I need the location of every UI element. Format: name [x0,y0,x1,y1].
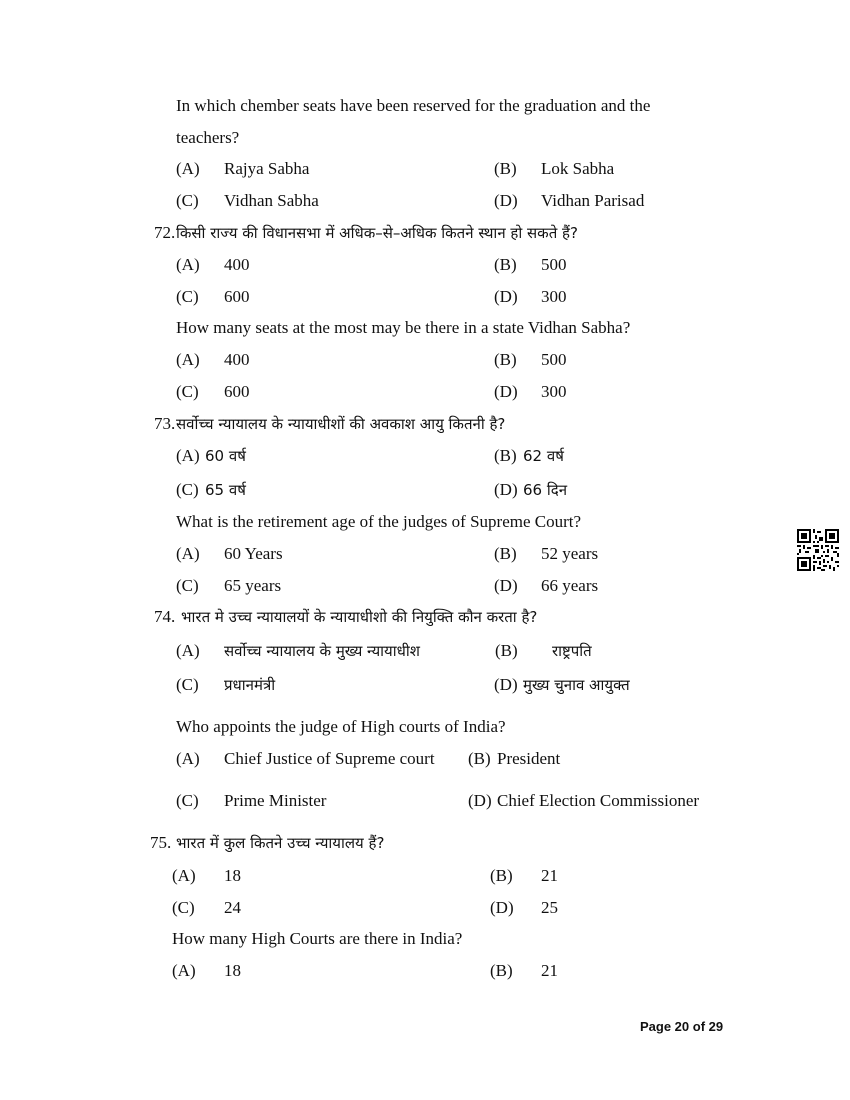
q71-option-b-key: (B) [494,159,517,178]
q73-en-option-b-key: (B) [494,544,517,563]
q74-en-option-d-key: (D) [468,791,492,810]
q75-hi-option-d-key: (D) [490,898,514,917]
q72-hi-question: किसी राज्य की विधानसभा में अधिक–से–अधिक कितने स्थान हो सकते हैं? [176,224,578,242]
q73-en-option-a-key: (A) [176,544,200,563]
q72-hi-option-b-key: (B) [494,255,517,274]
q75-hi-question: भारत में कुल कितने उच्च न्यायालय हैं? [176,834,385,852]
q73-hi-question: सर्वोच्च न्यायालय के न्यायाधीशों की अवकाश आयु कितनी है? [176,415,506,433]
q72-en-option-c-key: (C) [176,382,199,401]
q73-en-option-b-text: 52 years [541,544,599,563]
q72-hi-option-c-key: (C) [176,287,199,306]
q74-en-option-b-text: President [497,749,561,768]
q74-en-option-a-text: Chief Justice of Supreme court [224,749,435,768]
q75-hi-option-a-key: (A) [172,866,196,885]
q73-number: 73. [154,414,176,433]
q75-en-question: How many High Courts are there in India? [172,929,463,948]
q75-hi-option-b-text: 21 [541,866,558,885]
q74-en-option-a-key: (A) [176,749,200,768]
q73-hi-option-c-text: 65 वर्ष [205,481,246,499]
q73-en-option-a-text: 60 Years [224,544,283,563]
q71-en-question-line1: In which chember seats have been reserved for the graduation and the [176,96,651,115]
qr-code-icon [797,529,839,571]
q74-hi-option-a-key: (A) [176,641,200,660]
q74-en-question: Who appoints the judge of High courts of India? [176,717,506,736]
q73-hi-option-b-key: (B) [494,446,517,465]
q73-en-question: What is the retirement age of the judges of Supreme Court? [176,512,582,531]
q73-hi-option-a-key: (A) [176,446,200,465]
q74-hi-option-b-key: (B) [495,641,518,660]
q74-hi-question: भारत मे उच्च न्यायालयों के न्यायाधीशो की नियुक्ति कौन करता है? [181,608,538,626]
q75-en-option-b-text: 21 [541,961,558,980]
q75-hi-option-a-text: 18 [224,866,241,885]
q72-en-option-c-text: 600 [224,382,250,401]
q73-en-option-d-key: (D) [494,576,518,595]
q73-hi-option-c-key: (C) [176,480,199,499]
q75-hi-option-c-key: (C) [172,898,195,917]
q72-hi-option-d-key: (D) [494,287,518,306]
q75-en-option-b-key: (B) [490,961,513,980]
q71-option-d-text: Vidhan Parisad [541,191,645,210]
q72-en-option-a-key: (A) [176,350,200,369]
q71-option-a-text: Rajya Sabha [224,159,310,178]
q72-en-option-b-key: (B) [494,350,517,369]
q72-hi-option-a-text: 400 [224,255,250,274]
q72-hi-option-b-text: 500 [541,255,567,274]
q74-hi-option-d-text: मुख्य चुनाव आयुक्त [523,676,630,694]
q75-hi-option-c-text: 24 [224,898,241,917]
q71-option-b-text: Lok Sabha [541,159,615,178]
q72-en-option-d-text: 300 [541,382,567,401]
q73-hi-option-d-text: 66 दिन [523,481,568,499]
q74-en-option-c-text: Prime Minister [224,791,327,810]
page-number: Page 20 of 29 [640,1019,724,1034]
q75-hi-option-b-key: (B) [490,866,513,885]
q74-hi-option-b-text: राष्ट्रपति [552,642,592,660]
q71-option-d-key: (D) [494,191,518,210]
q72-hi-option-d-text: 300 [541,287,567,306]
q71-option-a-key: (A) [176,159,200,178]
q74-number: 74. [154,607,176,626]
q74-en-option-b-key: (B) [468,749,491,768]
q71-option-c-key: (C) [176,191,199,210]
q73-en-option-d-text: 66 years [541,576,599,595]
q74-hi-option-c-key: (C) [176,675,199,694]
q75-hi-option-d-text: 25 [541,898,558,917]
q72-hi-option-a-key: (A) [176,255,200,274]
q72-number: 72. [154,223,176,242]
q73-hi-option-b-text: 62 वर्ष [523,447,564,465]
q72-en-option-b-text: 500 [541,350,567,369]
q71-en-question-line2: teachers? [176,128,240,147]
q73-hi-option-d-key: (D) [494,480,518,499]
q75-number: 75. [150,833,172,852]
q75-en-option-a-text: 18 [224,961,241,980]
q72-en-option-d-key: (D) [494,382,518,401]
q71-option-c-text: Vidhan Sabha [224,191,319,210]
q72-hi-option-c-text: 600 [224,287,250,306]
q73-en-option-c-key: (C) [176,576,199,595]
q73-en-option-c-text: 65 years [224,576,282,595]
q75-en-option-a-key: (A) [172,961,196,980]
q74-hi-option-c-text: प्रधानमंत्री [224,676,276,694]
q74-en-option-d-text: Chief Election Commissioner [497,791,700,810]
q72-en-question: How many seats at the most may be there in a state Vidhan Sabha? [176,318,631,337]
q74-hi-option-d-key: (D) [494,675,518,694]
q72-en-option-a-text: 400 [224,350,250,369]
q73-hi-option-a-text: 60 वर्ष [205,447,246,465]
q74-en-option-c-key: (C) [176,791,199,810]
q74-hi-option-a-text: सर्वोच्च न्यायालय के मुख्य न्यायाधीश [224,642,420,660]
